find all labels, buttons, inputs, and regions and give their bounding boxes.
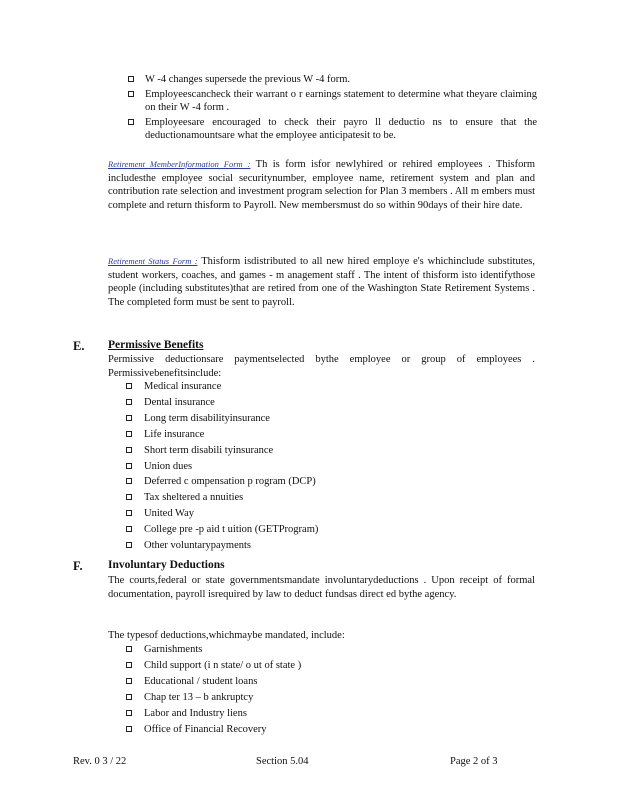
checkbox-bullet-icon (126, 463, 132, 469)
checkbox-bullet-icon (126, 383, 132, 389)
retirement-status-paragraph: Retirement Status Form : Thisform isdistributed to all new hired employe e's whichinclude substitutes, student workers, coaches, and games - m anagement staff . The intent of thisform isto identifythose people (including substitutes)that are retired from one of the Washington State Retirement Systems . The completed form must be sent to payroll. (108, 256, 536, 308)
list-item: Educational / student loans (126, 675, 301, 690)
list-item: Labor and Industry liens (126, 707, 301, 722)
retirement-member-form-link[interactable]: Retirement MemberInformation Form : (108, 159, 251, 169)
section-f-intro: The courts,federal or state governmentsmandate involuntarydeductions . Upon receipt of formal documentation, payroll isrequired by law to deduct fundsas direct ed bythe agency. (108, 575, 535, 600)
section-e-title: Permissive Benefits (108, 339, 204, 351)
involuntary-deductions-list (126, 643, 301, 738)
checkbox-bullet-icon (126, 542, 132, 548)
footer-revision: Rev. 0 3 / 22 (73, 756, 127, 767)
list-item: Garnishments (126, 643, 301, 658)
retirement-member-info-paragraph: Retirement MemberInformation Form : Th is form isfor newlyhired or rehired employees . Thisform includesthe employee social securitynumber, employee name, retirement system and plan and contribution rate selection and investment program selection for Plan 3 members . All m embers must complete and return thisform to Payroll. New membersmust do so within 90days of their hire date. (108, 159, 535, 211)
checkbox-bullet-icon (126, 646, 132, 652)
checkbox-bullet-icon (126, 399, 132, 405)
checkbox-bullet-icon (126, 726, 132, 732)
checkbox-bullet-icon (126, 415, 132, 421)
checkbox-bullet-icon (126, 678, 132, 684)
list-item: Dental insurance (126, 396, 318, 411)
checkbox-bullet-icon (126, 662, 132, 668)
checkbox-bullet-icon (128, 76, 134, 82)
list-item: College pre -p aid t uition (GETProgram) (126, 523, 318, 538)
checkbox-bullet-icon (126, 494, 132, 500)
list-item: Chap ter 13 – b ankruptcy (126, 691, 301, 706)
checkbox-bullet-icon (126, 510, 132, 516)
checkbox-bullet-icon (126, 447, 132, 453)
list-item: Life insurance (126, 428, 318, 443)
retirement-status-form-link[interactable]: Retirement Status Form : (108, 256, 198, 266)
footer-section: Section 5.04 (256, 756, 309, 767)
list-item: Short term disabili tyinsurance (126, 444, 318, 459)
permissive-benefits-list (126, 380, 318, 555)
checkbox-bullet-icon (126, 478, 132, 484)
list-item: W -4 changes supersede the previous W -4 form. (128, 73, 537, 87)
checkbox-bullet-icon (126, 694, 132, 700)
section-e-letter: E. (73, 339, 85, 353)
list-item: Medical insurance (126, 380, 318, 395)
list-item: Deferred c ompensation p rogram (DCP) (126, 475, 318, 490)
checkbox-bullet-icon (128, 91, 134, 97)
list-item: United Way (126, 507, 318, 522)
checkbox-bullet-icon (126, 431, 132, 437)
list-item: Other voluntarypayments (126, 539, 318, 554)
w4-bullet-list (128, 73, 537, 144)
checkbox-bullet-icon (128, 119, 134, 125)
section-f-title: Involuntary Deductions (108, 559, 225, 571)
footer-page-number: Page 2 of 3 (450, 756, 498, 767)
section-f-letter: F. (73, 559, 83, 573)
checkbox-bullet-icon (126, 710, 132, 716)
list-item: Long term disabilityinsurance (126, 412, 318, 427)
list-item: Employeesare encouraged to check their payro ll deductio ns to ensure that the deductionamountsare what the employee anticipatesit to be. (128, 116, 537, 143)
section-e-intro: Permissive deductionsare paymentselected bythe employee or group of employees . Permissivebenefitsinclude: (108, 354, 535, 379)
list-item: Child support (i n state/ o ut of state ) (126, 659, 301, 674)
section-f-types-intro: The typesof deductions,whichmaybe mandated, include: (108, 630, 345, 641)
list-item: Employeescancheck their warrant o r earnings statement to determine what theyare claiming on their W -4 form . (128, 88, 537, 115)
list-item: Union dues (126, 460, 318, 475)
checkbox-bullet-icon (126, 526, 132, 532)
list-item: Tax sheltered a nnuities (126, 491, 318, 506)
list-item: Office of Financial Recovery (126, 723, 301, 738)
